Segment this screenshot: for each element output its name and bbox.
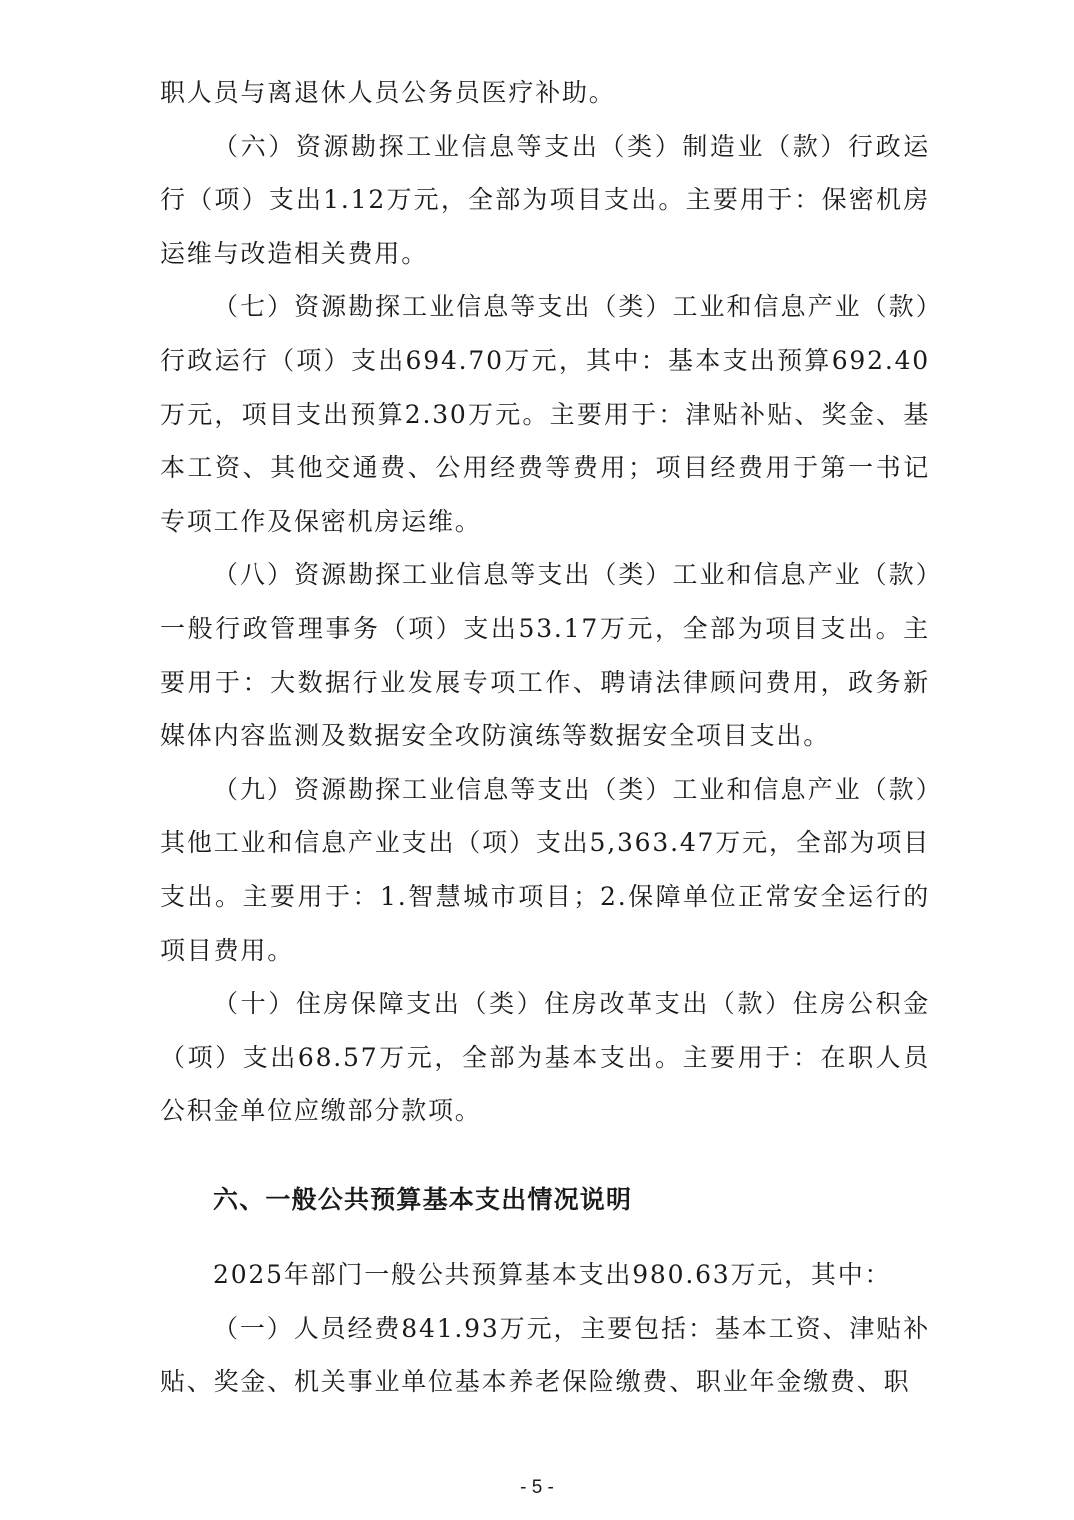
paragraph-item-6: （六）资源勘探工业信息等支出（类）制造业（款）行政运行（项）支出1.12万元，全部为项目支出。主要用于：保密机房运维与改造相关费用。: [160, 131, 930, 268]
paragraph-item-9: （九）资源勘探工业信息等支出（类）工业和信息产业（款）其他工业和信息产业支出（项）支出5,363.47万元，全部为项目支出。主要用于：1.智慧城市项目；2.保障单位正常安全运行的项目费用。: [160, 774, 930, 965]
paragraph-continuation: 职人员与离退休人员公务员医疗补助。: [160, 78, 616, 107]
body-text-top: [160, 66, 930, 1138]
paragraph-summary: 2025年部门一般公共预算基本支出980.63万元，其中：: [213, 1260, 892, 1289]
paragraph-item-7: （七）资源勘探工业信息等支出（类）工业和信息产业（款）行政运行（项）支出694.70万元，其中：基本支出预算692.40万元，项目支出预算2.30万元。主要用于：津贴补贴、奖金、基本工资、其他交通费、公用经费等费用；项目经费用于第一书记专项工作及保密机房运维。: [160, 292, 930, 536]
section-heading: 六、一般公共预算基本支出情况说明: [213, 1185, 633, 1214]
page-number: - 5 -: [520, 1477, 554, 1498]
paragraph-item-10: （十）住房保障支出（类）住房改革支出（款）住房公积金（项）支出68.57万元，全部为基本支出。主要用于：在职人员公积金单位应缴部分款项。: [160, 989, 930, 1126]
paragraph-personnel-expense: （一）人员经费841.93万元，主要包括：基本工资、津贴补贴、奖金、机关事业单位基本养老保险缴费、职业年金缴费、职: [160, 1313, 930, 1397]
body-text-bottom: [160, 1248, 930, 1409]
paragraph-item-8: （八）资源勘探工业信息等支出（类）工业和信息产业（款）一般行政管理事务（项）支出53.17万元，全部为项目支出。主要用于：大数据行业发展专项工作、聘请法律顾问费用，政务新媒体内容监测及数据安全攻防演练等数据安全项目支出。: [160, 560, 930, 751]
